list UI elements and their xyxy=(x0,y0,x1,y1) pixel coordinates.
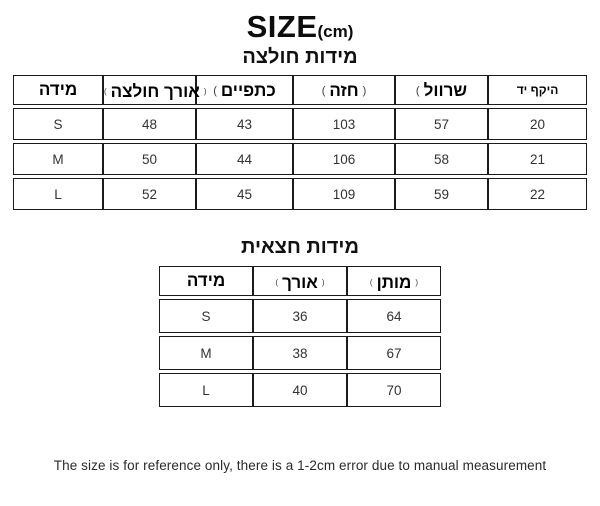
page-title-size-text: SIZE xyxy=(246,9,318,44)
header-right-mark: ) xyxy=(415,277,419,287)
footer-note: The size is for reference only, there is a 1-2cm error due to manual measurement xyxy=(53,457,547,473)
skirt-table-header xyxy=(159,266,441,296)
size-cell: M xyxy=(159,336,253,370)
measurement-cell: 50 xyxy=(103,143,196,175)
shirt-table-body xyxy=(13,108,587,210)
measurement-cell: 70 xyxy=(347,373,441,407)
column-header-content xyxy=(275,273,324,293)
column-header-content xyxy=(104,82,206,102)
header-row xyxy=(159,266,441,296)
column-header xyxy=(196,75,293,105)
size-cell: S xyxy=(13,108,103,140)
size-cell: L xyxy=(159,373,253,407)
column-header-label: אורך xyxy=(282,272,318,292)
table-row xyxy=(159,373,441,407)
column-header-content xyxy=(416,81,467,101)
column-header-content xyxy=(39,80,77,100)
skirt-table-caption: מידות חצאית xyxy=(241,236,359,258)
measurement-cell: 52 xyxy=(103,178,196,210)
column-header-content xyxy=(213,81,276,101)
column-header xyxy=(103,75,207,105)
column-header xyxy=(395,75,488,105)
table-row xyxy=(13,108,587,140)
header-left-mark: ( xyxy=(369,277,373,287)
measurement-cell: 48 xyxy=(103,108,196,140)
measurement-cell: 22 xyxy=(488,178,587,210)
column-header-content xyxy=(370,273,418,293)
column-header-label: מותן xyxy=(376,272,412,292)
table-row xyxy=(13,178,587,210)
header-right-mark: ) xyxy=(321,277,325,287)
measurement-cell: 59 xyxy=(395,178,488,210)
header-row xyxy=(13,75,587,105)
size-cell: S xyxy=(159,299,253,333)
measurement-cell: 21 xyxy=(488,143,587,175)
measurement-cell: 58 xyxy=(395,143,488,175)
table-row xyxy=(13,143,587,175)
measurement-cell: 43 xyxy=(196,108,293,140)
column-header-content xyxy=(187,271,225,291)
table-row xyxy=(159,336,441,370)
measurement-cell: 67 xyxy=(347,336,441,370)
column-header-label: כתפיים xyxy=(220,81,276,101)
header-left-mark: ( xyxy=(213,84,217,97)
measurement-cell: 64 xyxy=(347,299,441,333)
column-header-label: אורך חולצה xyxy=(110,81,200,101)
measurement-cell: 20 xyxy=(488,108,587,140)
measurement-cell: 109 xyxy=(293,178,395,210)
header-left-mark: ( xyxy=(415,84,420,97)
column-header xyxy=(293,75,395,105)
header-right-mark: ) xyxy=(203,86,207,96)
measurement-cell: 103 xyxy=(293,108,395,140)
page-title-unit-text: (cm) xyxy=(317,22,354,41)
page-title xyxy=(0,0,600,42)
column-header-label: חזה xyxy=(329,81,359,101)
header-right-mark: ) xyxy=(362,84,367,97)
skirt-table-body xyxy=(159,299,441,407)
measurement-cell: 36 xyxy=(253,299,347,333)
column-header xyxy=(347,266,441,296)
shirt-table-caption: מידות חולצה xyxy=(242,46,358,68)
measurement-cell: 38 xyxy=(253,336,347,370)
column-header-content xyxy=(517,83,559,97)
column-header xyxy=(159,266,253,296)
size-cell: L xyxy=(13,178,103,210)
column-header xyxy=(253,266,347,296)
header-left-mark: ( xyxy=(275,277,279,287)
column-header xyxy=(13,75,103,105)
measurement-cell: 45 xyxy=(196,178,293,210)
column-header-content xyxy=(322,81,367,101)
measurement-cell: 57 xyxy=(395,108,488,140)
size-cell: M xyxy=(13,143,103,175)
column-header-label: מידה xyxy=(186,271,226,290)
column-header-label: היקף יד xyxy=(516,83,559,97)
measurement-cell: 40 xyxy=(253,373,347,407)
shirt-size-table xyxy=(13,72,587,213)
skirt-size-table xyxy=(159,263,441,410)
column-header-label: מידה xyxy=(38,80,78,99)
measurement-cell: 44 xyxy=(196,143,293,175)
header-left-mark: ( xyxy=(104,86,107,96)
measurement-cell: 106 xyxy=(293,143,395,175)
column-header-label: שרוול xyxy=(423,81,468,101)
header-left-mark: ( xyxy=(321,84,326,97)
shirt-table-header xyxy=(13,75,587,105)
table-row xyxy=(159,299,441,333)
column-header xyxy=(488,75,587,105)
